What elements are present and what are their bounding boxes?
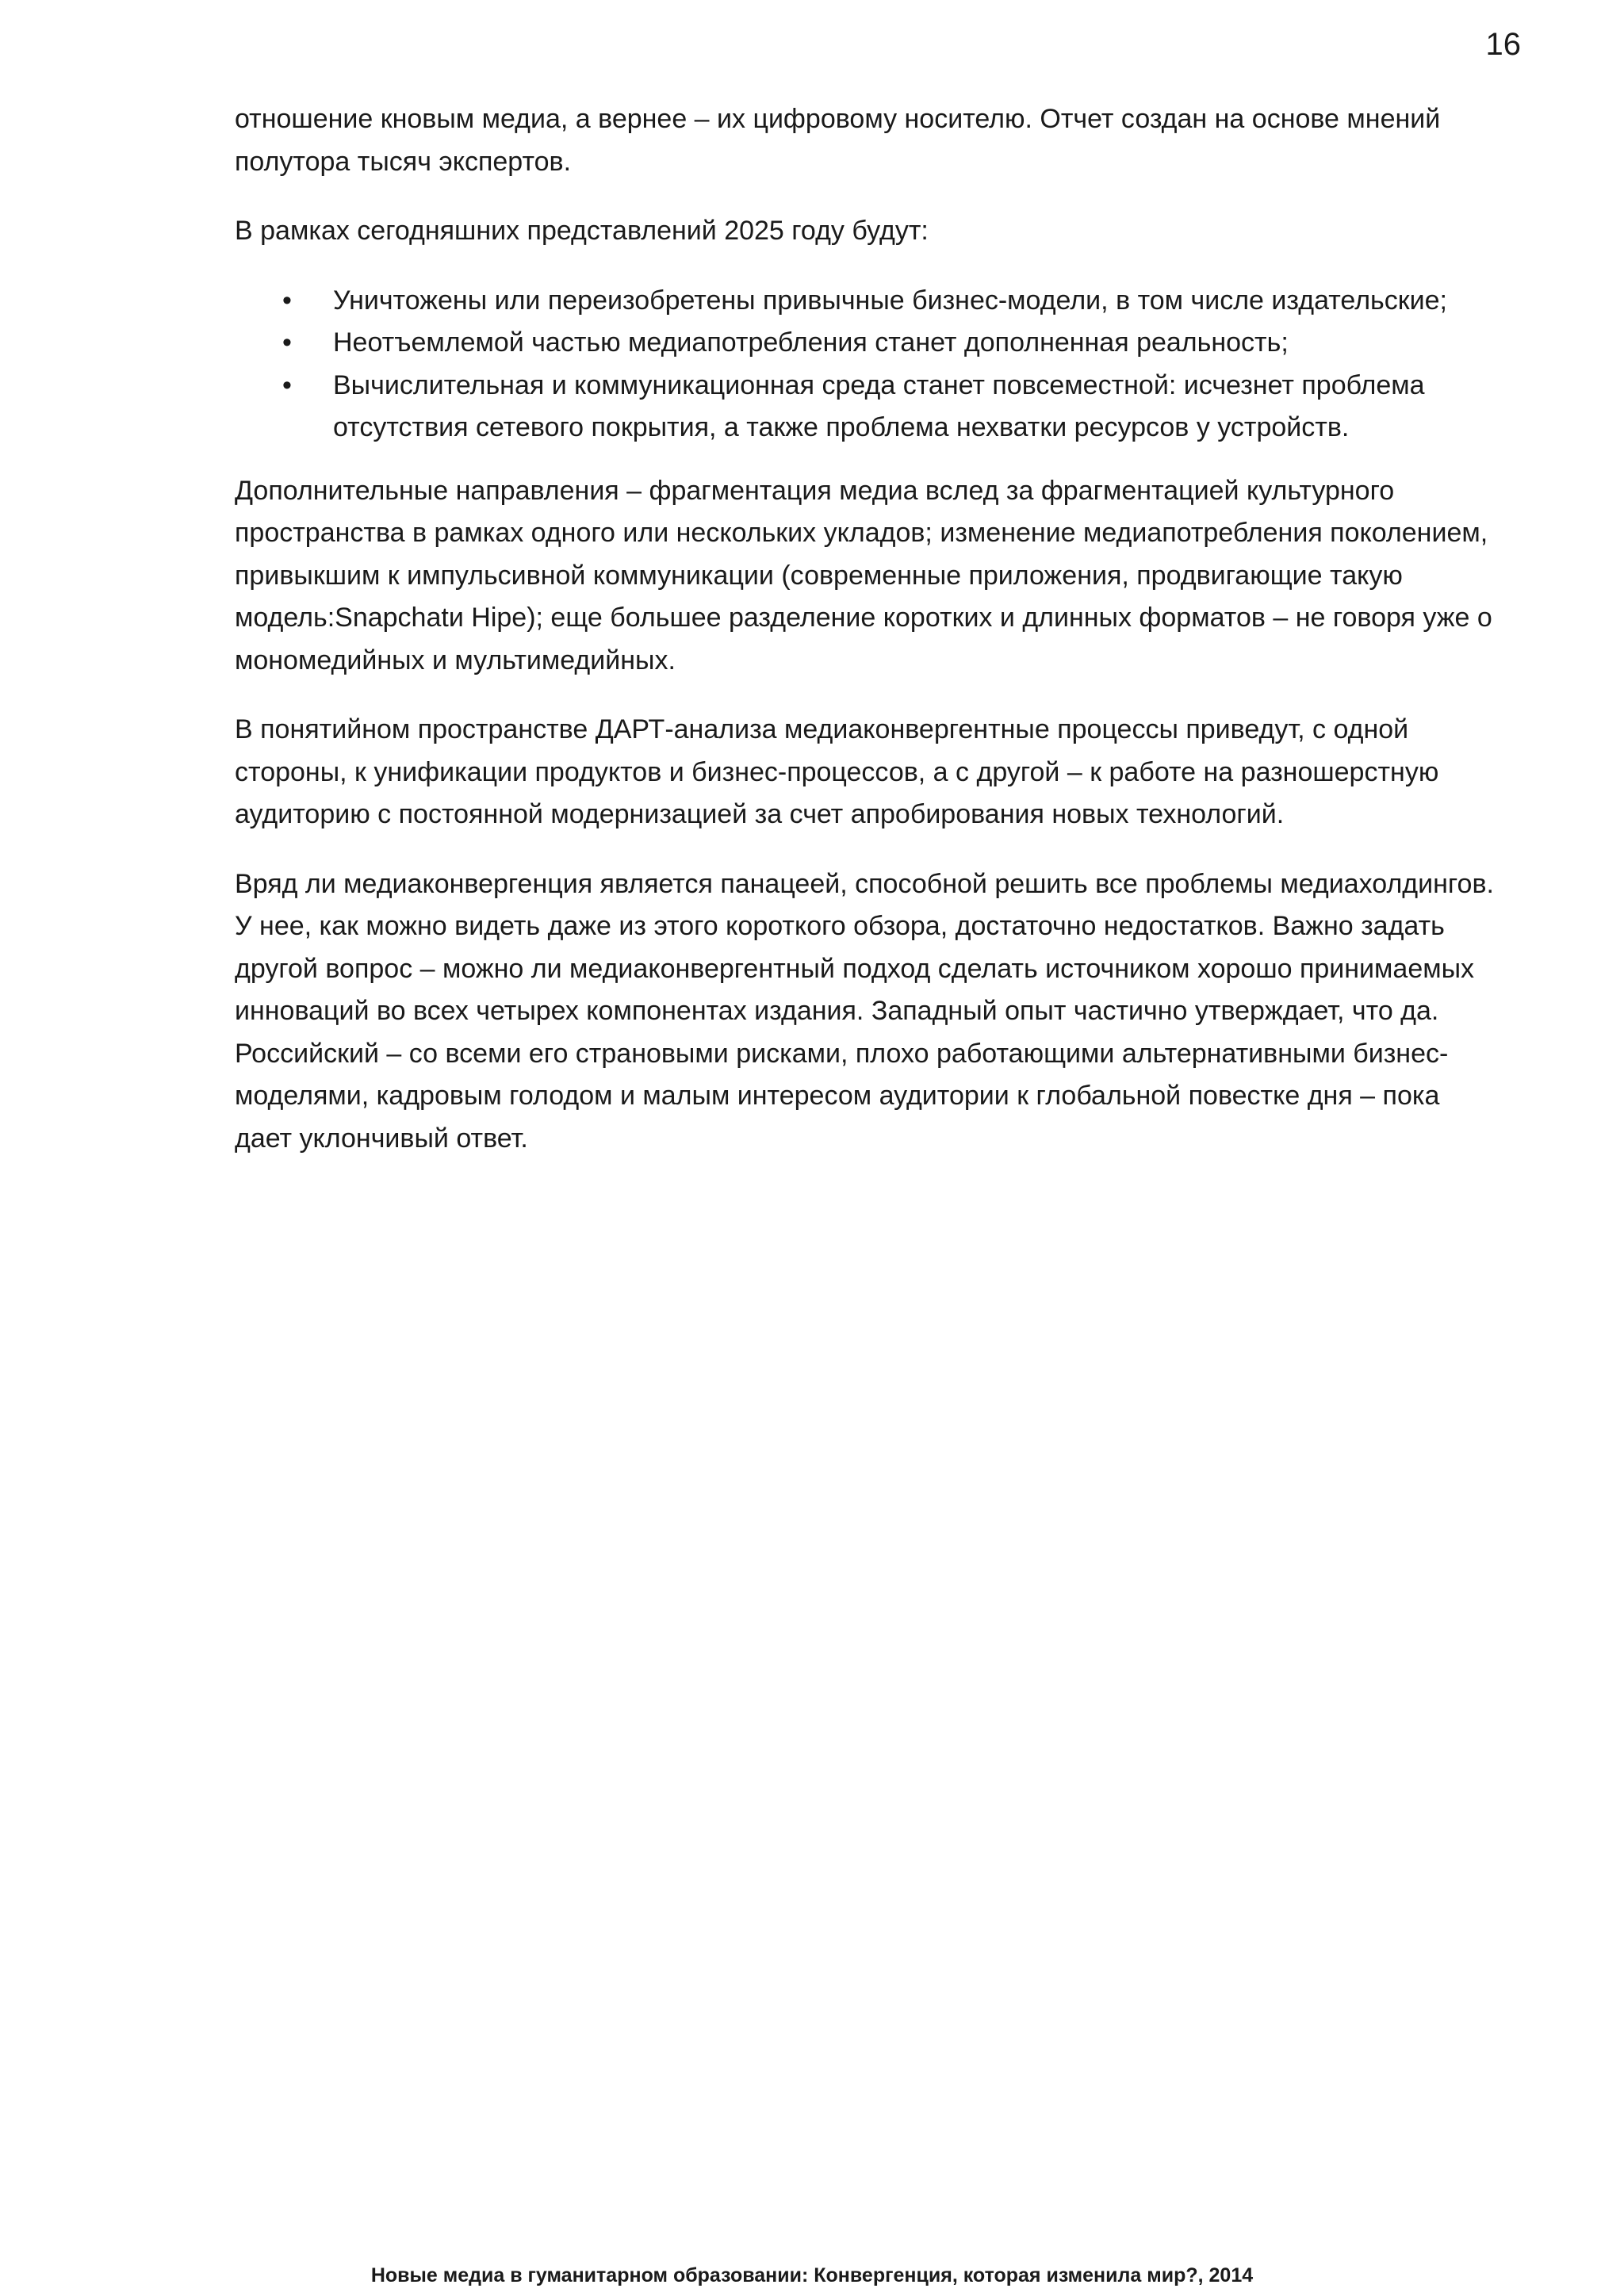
bullet-marker: •	[282, 285, 292, 316]
paragraph-dart-analysis: В понятийном пространстве ДАРТ-анализа медиаконвергентные процессы приведут, с одной стороны, к унификации продуктов и бизнес-процессов, а с другой – к работе на разношерстную аудиторию с постоянной модернизацией за счет апробирования новых технологий.	[235, 714, 1439, 829]
list-item-text: Уничтожены или переизобретены привычные бизнес-модели, в том числе издательские;	[333, 285, 1447, 316]
paragraph-intro-continuation: отношение кновым медиа, а вернее – их цифровому носителю. Отчет создан на основе мнений полутора тысяч экспертов.	[235, 104, 1441, 177]
list-item	[282, 280, 1503, 323]
list-item	[282, 322, 1503, 365]
forecast-list	[235, 280, 1503, 450]
page-body	[235, 98, 1503, 1187]
list-item-text: Неотъемлемой частью медиапотребления станет дополненная реальность;	[333, 327, 1289, 358]
paragraph-forecast-intro: В рамках сегодняшних представлений 2025 году будут:	[235, 216, 929, 246]
bullet-marker: •	[282, 327, 292, 358]
bullet-marker: •	[282, 369, 292, 400]
page-number: 16	[1485, 27, 1521, 62]
page-footer: Новые медиа в гуманитарном образовании: Конвергенция, которая изменила мир?, 2014	[370, 2264, 1254, 2286]
list-item-text: Вычислительная и коммуникационная среда станет повсеместной: исчезнет проблема отсутствия сетевого покрытия, а также проблема нехватки ресурсов у устройств.	[333, 369, 1425, 442]
paragraph-conclusion: Вряд ли медиаконвергенция является панацеей, способной решить все проблемы медиахолдингов. У нее, как можно видеть даже из этого короткого обзора, достаточно недостатков. Важно задать другой вопрос – можно ли медиаконвергентный подход сделать источником хорошо принимаемых инноваций во всех четырех компонентах издания. Западный опыт частично утверждает, что да. Российский – со всеми его страновыми рисками, плохо работающими альтернативными бизнес-моделями, кадровым голодом и малым интересом аудитории к глобальной повестке дня – пока дает уклончивый ответ.	[235, 868, 1494, 1154]
list-item	[282, 365, 1503, 450]
paragraph-additional-directions: Дополнительные направления – фрагментация медиа вслед за фрагментацией культурного пространства в рамках одного или нескольких укладов; изменение медиапотребления поколением, привыкшим к импульсивной коммуникации (современные приложения, продвигающие такую модель:Snapchatи Hipe); еще большее разделение коротких и длинных форматов – не говоря уже о мономедийных и мультимедийных.	[235, 475, 1492, 675]
